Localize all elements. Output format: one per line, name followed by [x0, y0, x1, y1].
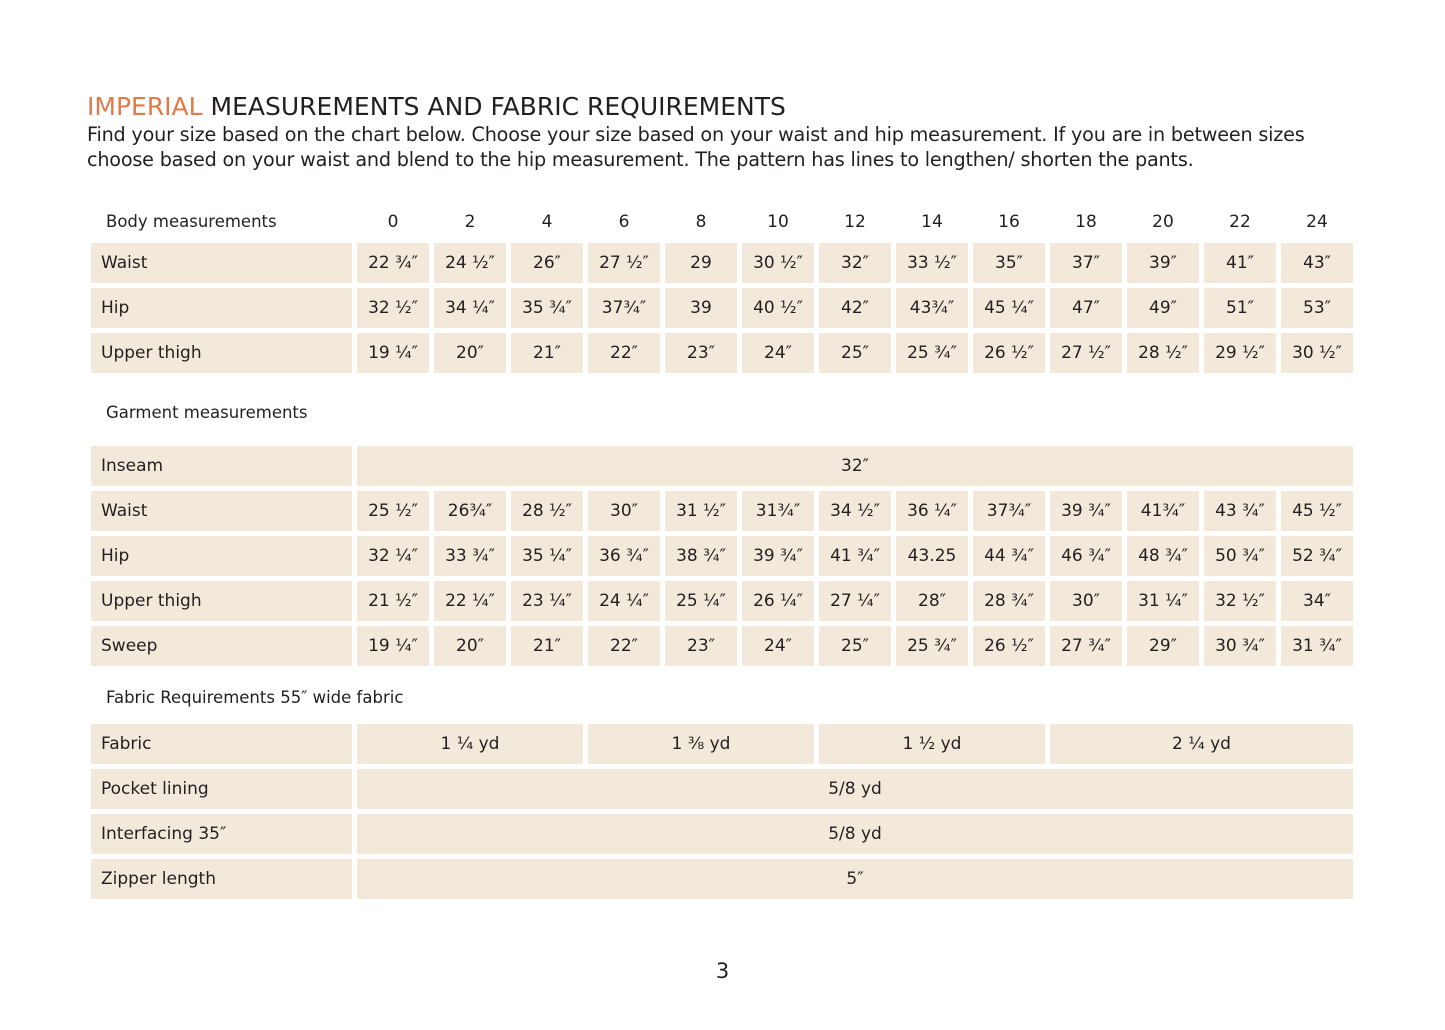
table-cell: 26 ½″ — [973, 626, 1045, 666]
table-cell: 30″ — [588, 491, 660, 531]
table-cell: 30 ½″ — [1281, 333, 1353, 373]
table-cell: 38 ¾″ — [665, 536, 737, 576]
row-label: Fabric — [91, 724, 352, 764]
intro-line-2: choose based on your waist and blend to the hip measurement. The pattern has lines to lengthen/ shorten the pants. — [87, 148, 1194, 171]
table-cell: 19 ¼″ — [357, 333, 429, 373]
size-header: 16 — [998, 212, 1020, 232]
table-cell: 40 ½″ — [742, 288, 814, 328]
table-cell: 30″ — [1050, 581, 1122, 621]
pocket-lining-value: 5/8 yd — [357, 769, 1353, 809]
table-cell: 43¾″ — [896, 288, 968, 328]
table-cell: 30 ½″ — [742, 243, 814, 283]
table-cell: 36 ¼″ — [896, 491, 968, 531]
table-cell: 23″ — [665, 626, 737, 666]
row-label: Inseam — [91, 446, 352, 486]
intro-text — [87, 122, 1327, 172]
table-row-zipper-length — [91, 859, 1353, 899]
table-cell: 23″ — [665, 333, 737, 373]
table-cell: 27 ¼″ — [819, 581, 891, 621]
table-cell: 21″ — [511, 626, 583, 666]
table-cell: 46 ¾″ — [1050, 536, 1122, 576]
table-row-pocket-lining — [91, 769, 1353, 809]
table-cell: 33 ½″ — [896, 243, 968, 283]
table-cell: 52 ¾″ — [1281, 536, 1353, 576]
table-cell: 41¾″ — [1127, 491, 1199, 531]
table-cell: 22 ¼″ — [434, 581, 506, 621]
table-cell: 36 ¾″ — [588, 536, 660, 576]
title-accent: IMPERIAL — [87, 92, 203, 121]
table-cell: 39 ¾″ — [1050, 491, 1122, 531]
zipper-length-value: 5″ — [357, 859, 1353, 899]
table-cell: 24 ¼″ — [588, 581, 660, 621]
table-cell: 22″ — [588, 626, 660, 666]
table-cell: 25 ¾″ — [896, 626, 968, 666]
row-label: Waist — [91, 243, 352, 283]
table-row — [91, 243, 1353, 283]
table-cell: 32″ — [819, 243, 891, 283]
table-cell: 26″ — [511, 243, 583, 283]
table-cell: 43″ — [1281, 243, 1353, 283]
row-label: Hip — [91, 536, 352, 576]
table-cell: 39 — [665, 288, 737, 328]
size-header: 20 — [1152, 212, 1174, 232]
table-cell: 35 ¼″ — [511, 536, 583, 576]
interfacing-value: 5/8 yd — [357, 814, 1353, 854]
table-cell: 25 ½″ — [357, 491, 429, 531]
table-cell: 29 — [665, 243, 737, 283]
table-cell: 37¾″ — [588, 288, 660, 328]
table-row — [91, 536, 1353, 576]
table-cell: 31 ½″ — [665, 491, 737, 531]
table-cell: 28 ½″ — [1127, 333, 1199, 373]
size-header: 6 — [618, 212, 630, 232]
row-label: Hip — [91, 288, 352, 328]
table-cell: 24 ½″ — [434, 243, 506, 283]
table-cell: 21″ — [511, 333, 583, 373]
table-cell: 21 ½″ — [357, 581, 429, 621]
fabric-requirements-label: Fabric Requirements 55″ wide fabric — [106, 688, 404, 707]
table-cell: 43.25 — [896, 536, 968, 576]
table-cell: 44 ¾″ — [973, 536, 1045, 576]
table-cell: 35 ¾″ — [511, 288, 583, 328]
table-cell: 51″ — [1204, 288, 1276, 328]
table-cell: 26¾″ — [434, 491, 506, 531]
table-cell: 50 ¾″ — [1204, 536, 1276, 576]
size-header: 22 — [1229, 212, 1251, 232]
table-row — [91, 288, 1353, 328]
fabric-value: 1 ½ yd — [819, 724, 1045, 764]
table-cell: 22″ — [588, 333, 660, 373]
table-cell: 53″ — [1281, 288, 1353, 328]
size-header: 24 — [1306, 212, 1328, 232]
row-label: Upper thigh — [91, 581, 352, 621]
row-label: Interfacing 35″ — [91, 814, 352, 854]
table-cell: 29″ — [1127, 626, 1199, 666]
table-cell: 24″ — [742, 333, 814, 373]
row-label: Upper thigh — [91, 333, 352, 373]
table-row-interfacing — [91, 814, 1353, 854]
size-header: 4 — [541, 212, 553, 232]
table-cell: 29 ½″ — [1204, 333, 1276, 373]
table-cell: 34 ¼″ — [434, 288, 506, 328]
size-header: 14 — [921, 212, 943, 232]
table-cell: 33 ¾″ — [434, 536, 506, 576]
table-cell: 45 ¼″ — [973, 288, 1045, 328]
size-header: 2 — [464, 212, 476, 232]
table-cell: 28″ — [896, 581, 968, 621]
table-cell: 39 ¾″ — [742, 536, 814, 576]
table-cell: 28 ¾″ — [973, 581, 1045, 621]
table-cell: 31 ¾″ — [1281, 626, 1353, 666]
table-cell: 28 ½″ — [511, 491, 583, 531]
table-cell: 30 ¾″ — [1204, 626, 1276, 666]
table-cell: 37″ — [1050, 243, 1122, 283]
table-cell: 42″ — [819, 288, 891, 328]
size-header: 18 — [1075, 212, 1097, 232]
table-cell: 26 ¼″ — [742, 581, 814, 621]
size-header: 8 — [695, 212, 707, 232]
size-header: 10 — [767, 212, 789, 232]
body-measurements-label: Body measurements — [106, 212, 277, 231]
table-cell: 20″ — [434, 333, 506, 373]
table-row-inseam — [91, 446, 1353, 486]
table-row — [91, 581, 1353, 621]
table-cell: 25 ¾″ — [896, 333, 968, 373]
table-cell: 32 ½″ — [1204, 581, 1276, 621]
table-cell: 37¾″ — [973, 491, 1045, 531]
table-cell: 20″ — [434, 626, 506, 666]
table-cell: 34 ½″ — [819, 491, 891, 531]
table-cell: 19 ¼″ — [357, 626, 429, 666]
title-rest: MEASUREMENTS AND FABRIC REQUIREMENTS — [202, 92, 786, 121]
table-cell: 43 ¾″ — [1204, 491, 1276, 531]
table-cell: 23 ¼″ — [511, 581, 583, 621]
garment-measurements-label: Garment measurements — [106, 403, 308, 422]
table-cell: 27 ¾″ — [1050, 626, 1122, 666]
table-cell: 25″ — [819, 333, 891, 373]
table-cell: 47″ — [1050, 288, 1122, 328]
table-cell: 31¾″ — [742, 491, 814, 531]
fabric-value: 1 ¼ yd — [357, 724, 583, 764]
table-cell: 31 ¼″ — [1127, 581, 1199, 621]
row-label: Pocket lining — [91, 769, 352, 809]
intro-line-1: Find your size based on the chart below. Choose your size based on your waist and hip measurement. If you are in between sizes — [87, 123, 1305, 146]
table-cell: 48 ¾″ — [1127, 536, 1199, 576]
size-header: 0 — [387, 212, 399, 232]
table-cell: 35″ — [973, 243, 1045, 283]
table-cell: 27 ½″ — [1050, 333, 1122, 373]
table-row — [91, 626, 1353, 666]
table-row — [91, 333, 1353, 373]
row-label: Sweep — [91, 626, 352, 666]
table-cell: 32 ½″ — [357, 288, 429, 328]
page-number: 3 — [715, 959, 730, 983]
table-cell: 25″ — [819, 626, 891, 666]
row-label: Zipper length — [91, 859, 352, 899]
table-cell: 45 ½″ — [1281, 491, 1353, 531]
inseam-value: 32″ — [357, 446, 1353, 486]
table-row-fabric — [91, 724, 1353, 764]
table-cell: 41″ — [1204, 243, 1276, 283]
table-row — [91, 491, 1353, 531]
size-header: 12 — [844, 212, 866, 232]
page-title — [87, 92, 786, 122]
table-cell: 34″ — [1281, 581, 1353, 621]
table-cell: 22 ¾″ — [357, 243, 429, 283]
table-cell: 32 ¼″ — [357, 536, 429, 576]
table-cell: 27 ½″ — [588, 243, 660, 283]
table-cell: 25 ¼″ — [665, 581, 737, 621]
table-cell: 24″ — [742, 626, 814, 666]
table-cell: 41 ¾″ — [819, 536, 891, 576]
fabric-value: 1 ⅜ yd — [588, 724, 814, 764]
table-cell: 39″ — [1127, 243, 1199, 283]
table-cell: 49″ — [1127, 288, 1199, 328]
fabric-value: 2 ¼ yd — [1050, 724, 1353, 764]
row-label: Waist — [91, 491, 352, 531]
table-cell: 26 ½″ — [973, 333, 1045, 373]
